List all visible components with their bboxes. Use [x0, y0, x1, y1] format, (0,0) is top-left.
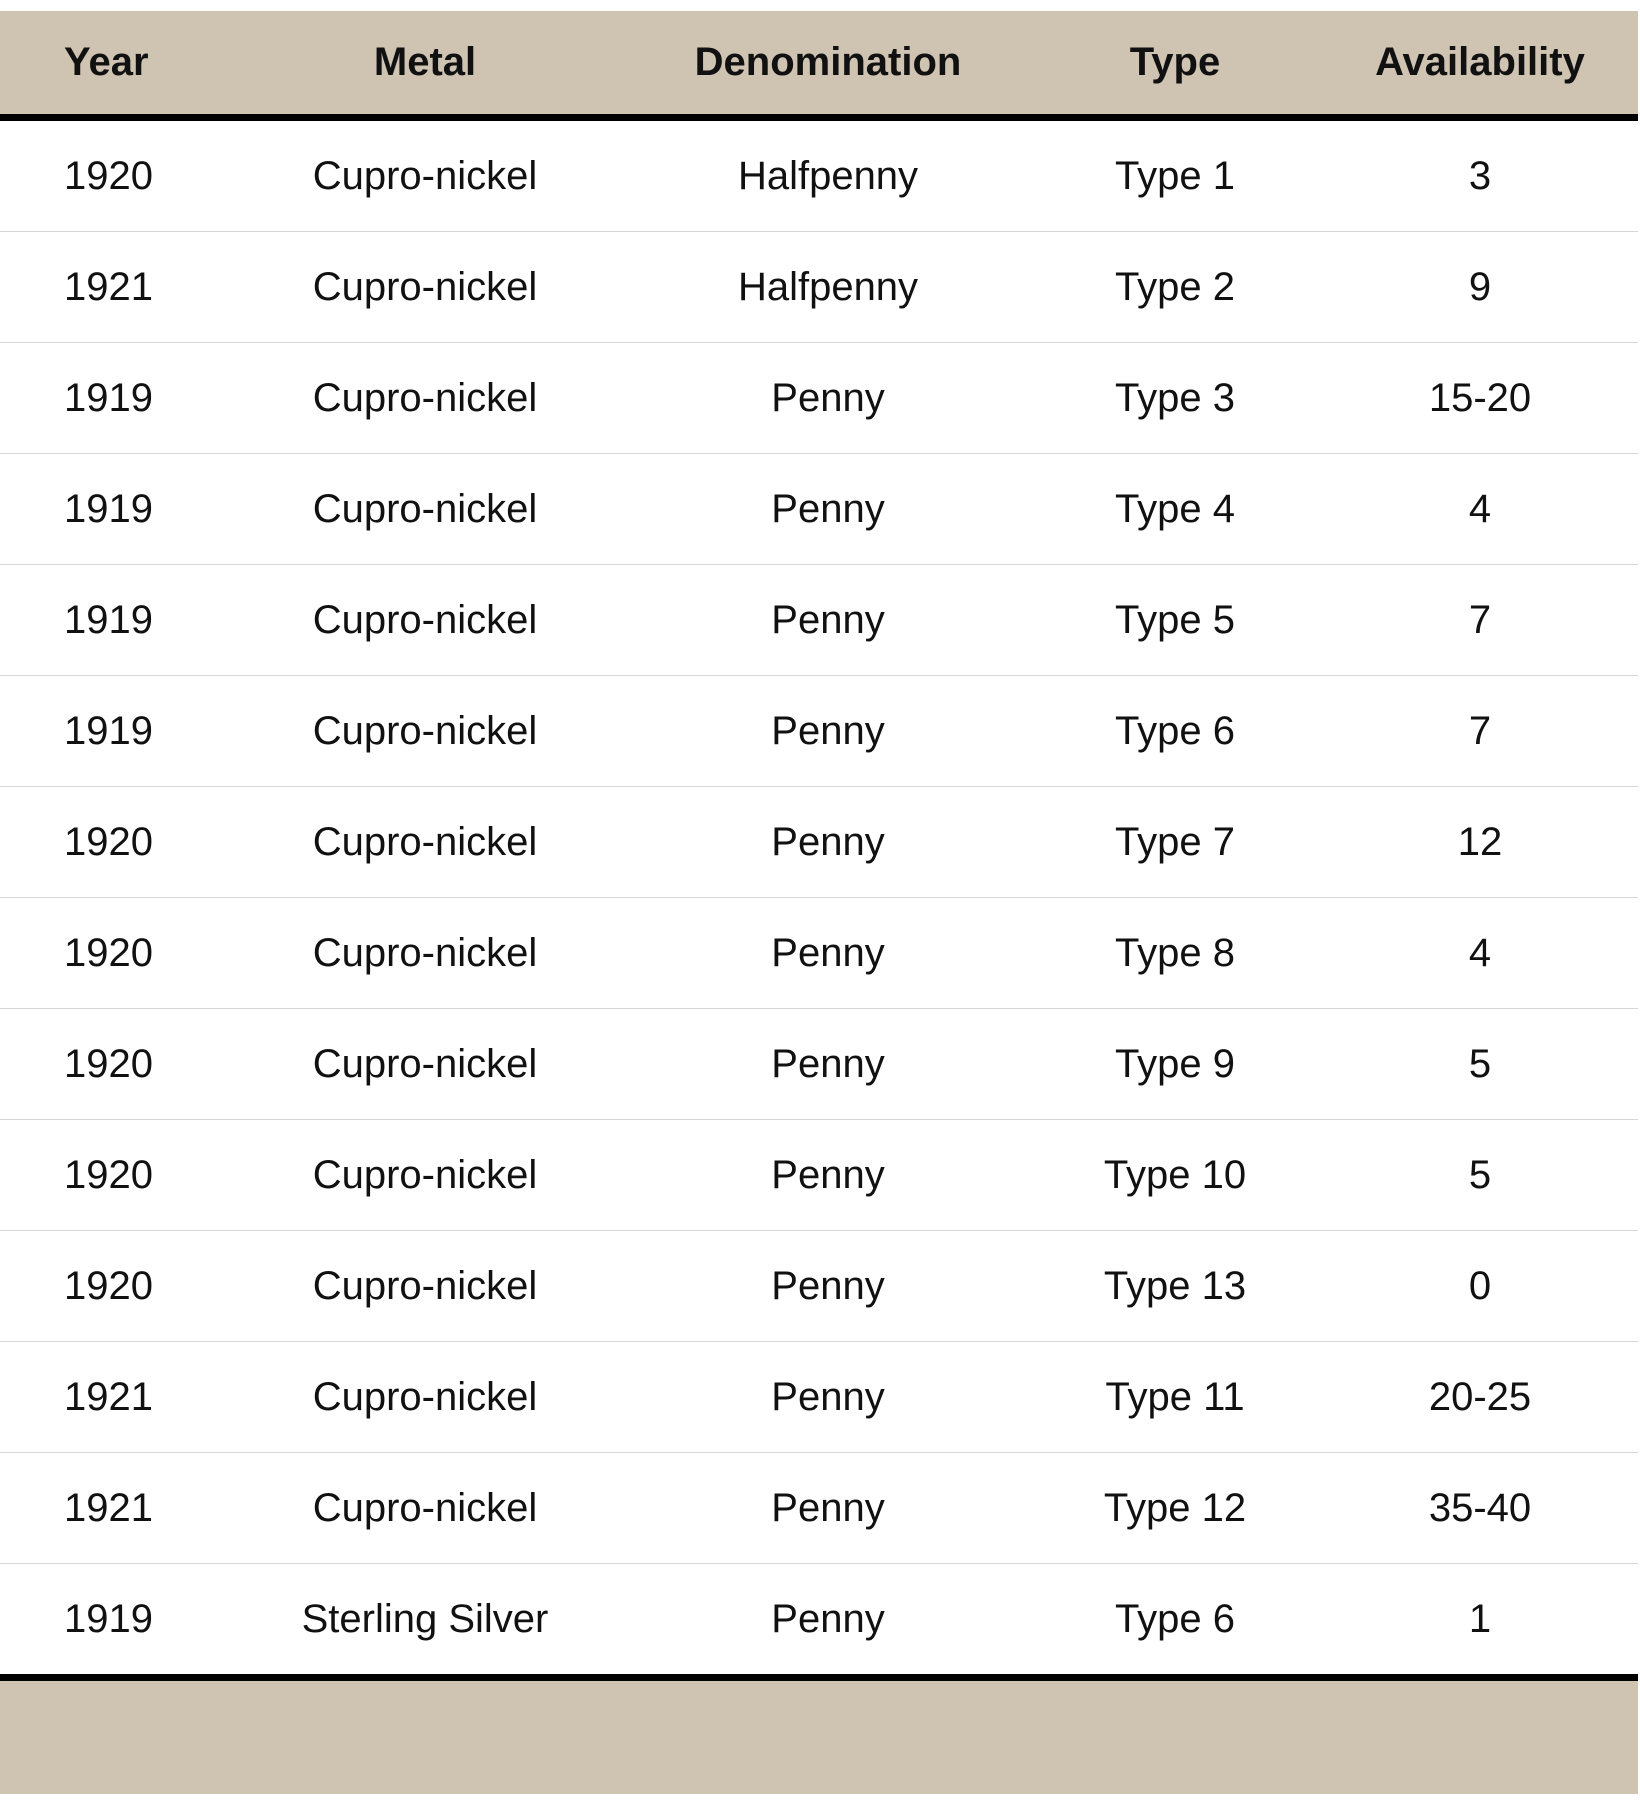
- type-cell: Type 6: [1114, 1596, 1236, 1641]
- metal-cell: Cupro-nickel: [222, 454, 628, 565]
- availability-cell: 12: [1322, 787, 1638, 898]
- availability-cell: 1: [1468, 1596, 1492, 1641]
- table-body: [0, 118, 1638, 1678]
- type-cell: Type 9: [1028, 1009, 1322, 1120]
- table-row: [0, 787, 1638, 898]
- denomination-cell: Penny: [628, 676, 1028, 787]
- type-cell: Type 7: [1028, 787, 1322, 898]
- year-cell: 1921: [0, 1453, 222, 1564]
- table-row: [0, 1120, 1638, 1231]
- availability-cell: 15-20: [1322, 343, 1638, 454]
- availability-cell: 9: [1322, 232, 1638, 343]
- type-cell: Type 13: [1028, 1231, 1322, 1342]
- table-row: [0, 1453, 1638, 1564]
- header-row: [0, 11, 1638, 118]
- type-cell: Type 1: [1028, 118, 1322, 232]
- table-row: [0, 1342, 1638, 1453]
- metal-cell: Cupro-nickel: [222, 565, 628, 676]
- table-row: [0, 232, 1638, 343]
- availability-cell: 7: [1322, 676, 1638, 787]
- year-cell: 1920: [0, 1231, 222, 1342]
- year-cell: 1920: [0, 118, 222, 232]
- availability-cell: 7: [1322, 565, 1638, 676]
- year-cell: 1920: [0, 1120, 222, 1231]
- year-cell: 1920: [0, 898, 222, 1009]
- metal-cell: Cupro-nickel: [222, 1009, 628, 1120]
- metal-cell: Cupro-nickel: [222, 787, 628, 898]
- type-cell: Type 3: [1028, 343, 1322, 454]
- column-header-type: Type: [1028, 11, 1322, 118]
- denomination-cell: Penny: [628, 343, 1028, 454]
- column-header-metal: Metal: [222, 11, 628, 118]
- table-row: [0, 676, 1638, 787]
- denomination-cell: Penny: [628, 1342, 1028, 1453]
- table-footer: [0, 1678, 1638, 1795]
- table-row: [0, 454, 1638, 565]
- availability-cell: 5: [1322, 1009, 1638, 1120]
- metal-cell: Cupro-nickel: [222, 1120, 628, 1231]
- table-row: [0, 1564, 1638, 1678]
- type-cell: Type 4: [1028, 454, 1322, 565]
- denomination-cell: Penny: [628, 898, 1028, 1009]
- year-cell: 1921: [0, 1342, 222, 1453]
- availability-cell: 35-40: [1322, 1453, 1638, 1564]
- type-cell: Type 10: [1028, 1120, 1322, 1231]
- table-row: [0, 118, 1638, 232]
- metal-cell: Cupro-nickel: [222, 676, 628, 787]
- year-cell: 1919: [0, 676, 222, 787]
- denomination-cell: Penny: [628, 1120, 1028, 1231]
- year-cell: 1919: [0, 454, 222, 565]
- column-header-year: Year: [0, 11, 222, 118]
- metal-cell: Cupro-nickel: [222, 232, 628, 343]
- table-row: [0, 1009, 1638, 1120]
- table-row: [0, 898, 1638, 1009]
- metal-cell: Cupro-nickel: [222, 118, 628, 232]
- metal-cell: Cupro-nickel: [222, 343, 628, 454]
- denomination-cell: Penny: [771, 1596, 885, 1641]
- year-cell: 1919: [0, 343, 222, 454]
- denomination-cell: Penny: [628, 454, 1028, 565]
- availability-cell: 0: [1322, 1231, 1638, 1342]
- type-cell: Type 5: [1028, 565, 1322, 676]
- metal-cell: Cupro-nickel: [222, 898, 628, 1009]
- denomination-cell: Penny: [628, 1009, 1028, 1120]
- table-row: [0, 343, 1638, 454]
- availability-cell: 4: [1322, 898, 1638, 1009]
- denomination-cell: Penny: [628, 565, 1028, 676]
- type-cell: Type 11: [1028, 1342, 1322, 1453]
- year-cell: 1920: [0, 1009, 222, 1120]
- year-cell: 1919: [0, 565, 222, 676]
- availability-cell: 3: [1322, 118, 1638, 232]
- availability-cell: 5: [1322, 1120, 1638, 1231]
- type-cell: Type 8: [1028, 898, 1322, 1009]
- coin-table: [0, 11, 1638, 1794]
- metal-cell: Cupro-nickel: [222, 1453, 628, 1564]
- footer-row: [0, 1678, 1638, 1795]
- year-cell: 1920: [0, 787, 222, 898]
- column-header-denomination: Denomination: [628, 11, 1028, 118]
- availability-cell: 4: [1322, 454, 1638, 565]
- metal-cell: Cupro-nickel: [222, 1342, 628, 1453]
- column-header-availability: Availability: [1322, 11, 1638, 118]
- denomination-cell: Penny: [628, 1231, 1028, 1342]
- availability-cell: 20-25: [1322, 1342, 1638, 1453]
- metal-cell: Sterling Silver: [301, 1596, 549, 1641]
- denomination-cell: Penny: [628, 787, 1028, 898]
- type-cell: Type 2: [1028, 232, 1322, 343]
- table-header: [0, 11, 1638, 118]
- year-cell: 1921: [0, 232, 222, 343]
- metal-cell: Cupro-nickel: [222, 1231, 628, 1342]
- type-cell: Type 12: [1028, 1453, 1322, 1564]
- table-row: [0, 565, 1638, 676]
- footer-band: [0, 1678, 1638, 1795]
- coin-table-container: [0, 11, 1638, 1794]
- denomination-cell: Penny: [628, 1453, 1028, 1564]
- table-row: [0, 1231, 1638, 1342]
- denomination-cell: Halfpenny: [628, 232, 1028, 343]
- denomination-cell: Halfpenny: [628, 118, 1028, 232]
- year-cell: 1919: [64, 1596, 153, 1641]
- type-cell: Type 6: [1028, 676, 1322, 787]
